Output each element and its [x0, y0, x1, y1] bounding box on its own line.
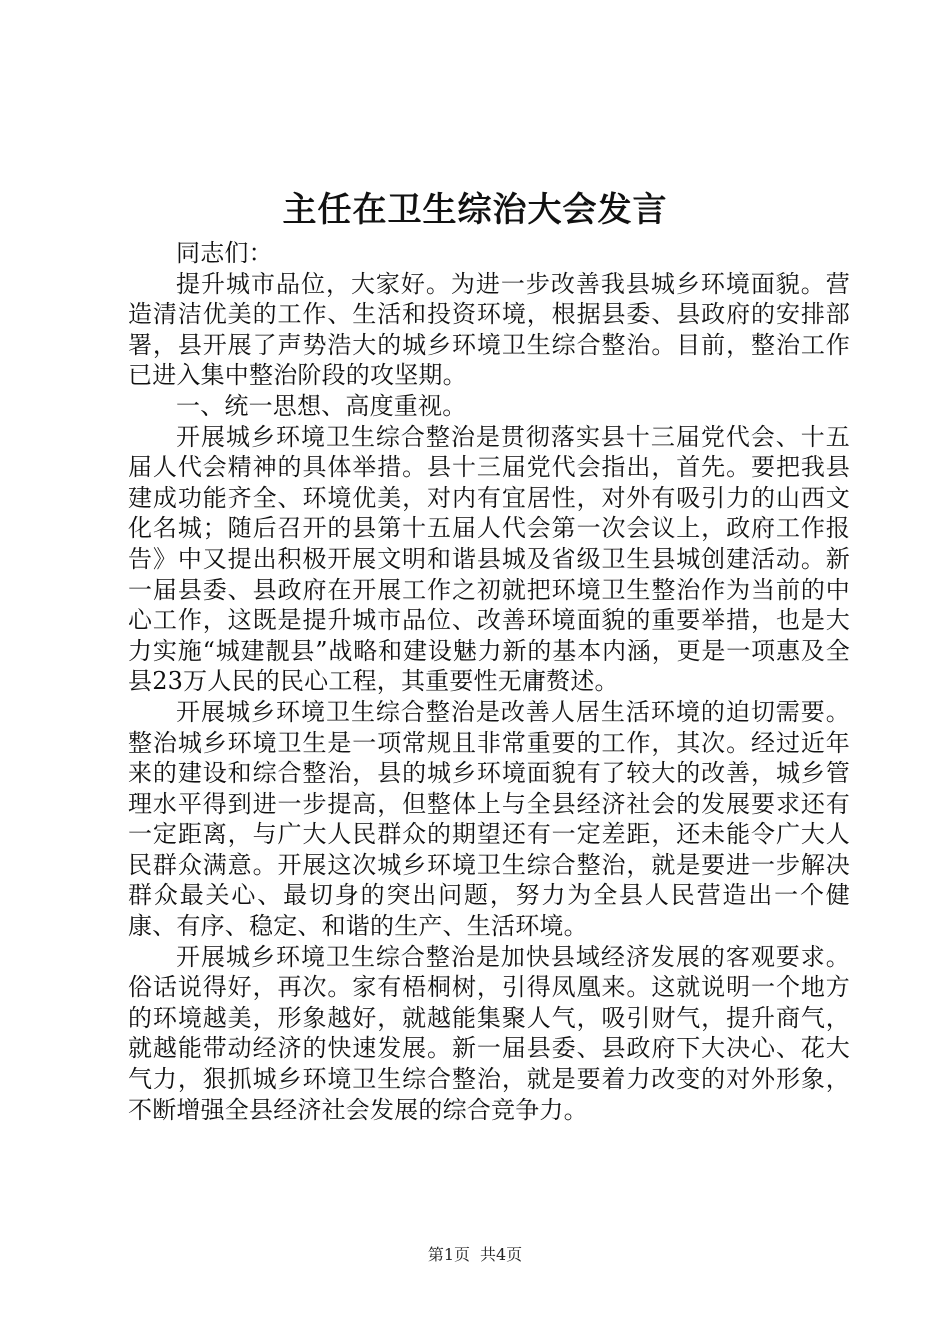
page-total: 共4页 [480, 1245, 523, 1264]
page-footer [0, 1244, 950, 1266]
paragraph-intro: 提升城市品位，大家好。为进一步改善我县城乡环境面貌。营造清洁优美的工作、生活和投资环境，根据县委、县政府的安排部署，县开展了声势浩大的城乡环境卫生综合整治。目前，整治工作已进入集中整治阶段的攻坚期。 [128, 269, 850, 390]
paragraph-first: 开展城乡环境卫生综合整治是贯彻落实县十三届党代会、十五届人代会精神的具体举措。县十三届党代会指出，首先。要把我县建成功能齐全、环境优美，对内有宜居性，对外有吸引力的山西文化名城；随后召开的县第十五届人代会第一次会议上，政府工作报告》中又提出积极开展文明和谐县城及省级卫生县城创建活动。新一届县委、县政府在开展工作之初就把环境卫生整治作为当前的中心工作，这既是提升城市品位、改善环境面貌的重要举措，也是大力实施“城建靓县”战略和建设魅力新的基本内涵，更是一项惠及全县23万人民的民心工程，其重要性无庸赘述。 [128, 422, 850, 696]
salutation: 同志们： [176, 239, 273, 267]
document-body [128, 238, 850, 1125]
paragraph-third: 开展城乡环境卫生综合整治是加快县域经济发展的客观要求。俗话说得好，再次。家有梧桐树，引得凤凰来。这就说明一个地方的环境越美，形象越好，就越能集聚人气，吸引财气，提升商气，就越能带动经济的快速发展。新一届县委、县政府下大决心、花大气力，狠抓城乡环境卫生综合整治，就是要着力改变的对外形象，不断增强全县经济社会发展的综合竞争力。 [128, 942, 850, 1124]
document-title: 主任在卫生综治大会发言 [282, 190, 668, 230]
paragraph-second: 开展城乡环境卫生综合整治是改善人居生活环境的迫切需要。整治城乡环境卫生是一项常规且非常重要的工作，其次。经过近年来的建设和综合整治，县的城乡环境面貌有了较大的改善，城乡管理水平得到进一步提高，但整体上与全县经济社会的发展要求还有一定距离，与广大人民群众的期望还有一定差距，还未能令广大人民群众满意。开展这次城乡环境卫生综合整治，就是要进一步解决群众最关心、最切身的突出问题，努力为全县人民营造出一个健康、有序、稳定、和谐的生产、生活环境。 [128, 697, 850, 941]
page-number: 第1页 [427, 1245, 470, 1264]
section-heading: 一、统一思想、高度重视。 [176, 391, 467, 420]
